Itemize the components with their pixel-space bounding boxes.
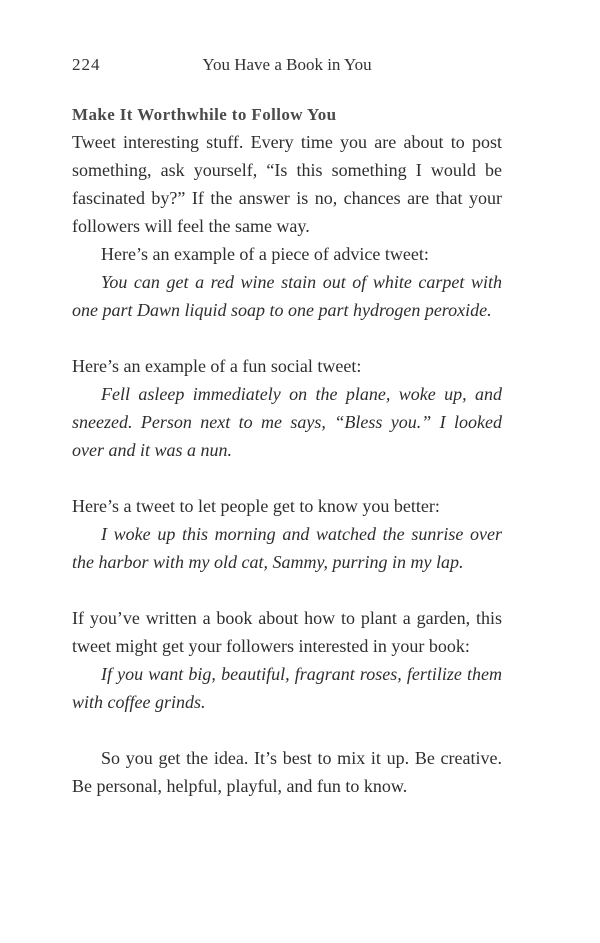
intro-paragraph: Tweet interesting stuff. Every time you are about to post something, ask yourself, “Is this something I would be fascinated by?” If the answer is no, chances are that your followers will feel the same way. [72,132,502,236]
running-head [72,55,502,79]
personal-lead-paragraph: Here’s a tweet to let people get to know you better: [72,496,440,516]
book-lead-paragraph: If you’ve written a book about how to plant a garden, this tweet might get your followers interested in your book: [72,608,502,656]
spacer [72,716,502,744]
page-number: 224 [72,55,101,74]
spacer [72,576,502,604]
closing-paragraph: So you get the idea. It’s best to mix it up. Be creative. Be personal, helpful, playful, and fun to know. [72,748,502,796]
personal-tweet-example: I woke up this morning and watched the sunrise over the harbor with my old cat, Sammy, purring in my lap. [72,524,502,572]
spacer [72,324,502,352]
book-tweet-example: If you want big, beautiful, fragrant roses, fertilize them with coffee grinds. [72,664,502,712]
section-heading: Make It Worthwhile to Follow You [72,105,337,124]
advice-tweet-example: You can get a red wine stain out of white carpet with one part Dawn liquid soap to one part hydrogen peroxide. [72,272,502,320]
spacer [72,464,502,492]
social-lead-paragraph: Here’s an example of a fun social tweet: [72,356,362,376]
social-tweet-example: Fell asleep immediately on the plane, woke up, and sneezed. Person next to me says, “Bless you.” I looked over and it was a nun. [72,384,502,460]
page-content [72,102,502,800]
advice-lead-paragraph: Here’s an example of a piece of advice tweet: [101,244,429,264]
book-title: You Have a Book in You [202,55,372,74]
